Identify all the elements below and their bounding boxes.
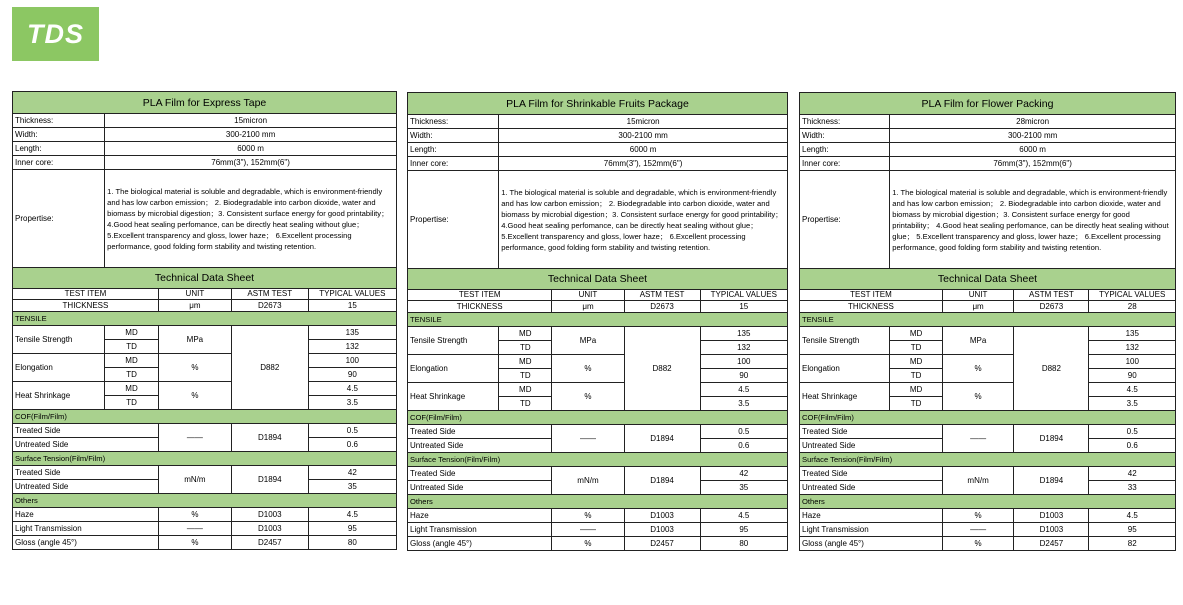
cof-unit: ——	[552, 425, 624, 453]
col-test-item: TEST ITEM	[408, 290, 552, 301]
col-typical: TYPICAL VALUES	[1089, 290, 1176, 301]
tensile-td-value: 132	[700, 341, 787, 355]
md-label: MD	[105, 382, 159, 396]
light-transmission-label: Light Transmission	[408, 523, 552, 537]
md-label: MD	[890, 327, 943, 341]
inner-core-label: Inner core:	[800, 157, 890, 171]
tensile-td-value: 132	[1089, 341, 1176, 355]
section-cof: COF(Film/Film)	[408, 411, 788, 425]
md-label: MD	[499, 327, 552, 341]
tensile-unit: MPa	[942, 327, 1013, 355]
elongation-label: Elongation	[13, 354, 105, 382]
length-value: 6000 m	[890, 143, 1176, 157]
tensile-unit: MPa	[158, 326, 231, 354]
thickness-unit: μm	[158, 300, 231, 312]
shrinkage-td-value: 3.5	[1089, 397, 1176, 411]
sheet-express-tape	[12, 91, 397, 550]
tensile-md-value: 135	[308, 326, 396, 340]
col-astm: ASTM TEST	[624, 290, 700, 301]
width-value: 300-2100 mm	[890, 129, 1176, 143]
gloss-unit: %	[552, 537, 624, 551]
thickness-astm: D2673	[1014, 301, 1089, 313]
elongation-unit: %	[552, 355, 624, 383]
td-label: TD	[499, 341, 552, 355]
elongation-td-value: 90	[308, 368, 396, 382]
st-treated-value: 42	[308, 466, 396, 480]
light-unit: ——	[158, 522, 231, 536]
spec-table	[407, 92, 788, 551]
cof-treated-label: Treated Side	[408, 425, 552, 439]
tensile-td-value: 132	[308, 340, 396, 354]
md-label: MD	[499, 383, 552, 397]
st-treated-label: Treated Side	[408, 467, 552, 481]
tensile-md-value: 135	[1089, 327, 1176, 341]
md-label: MD	[890, 355, 943, 369]
thickness-value: 15micron	[105, 114, 397, 128]
elongation-unit: %	[942, 355, 1013, 383]
haze-unit: %	[158, 508, 231, 522]
haze-label: Haze	[408, 509, 552, 523]
properties-text: 1. The biological material is soluble and degradable, which is environment-friendly and has low carbon emission； 2. Biodegradable into carbon dioxide, water and biomass by microbial digestion；3. Consistent surface energy for good printability； 4.Good heat sealing perfomance, can be directly heat sealing without glue； 5.Excellent transparency and gloss, lower haze； 6.Excellent processing performance, good folding form stability and twisting retention.	[890, 171, 1176, 269]
product-title: PLA Film for Flower Packing	[800, 93, 1176, 115]
col-unit: UNIT	[552, 290, 624, 301]
width-value: 300-2100 mm	[499, 129, 788, 143]
light-astm: D1003	[231, 522, 308, 536]
thickness-value: 15micron	[499, 115, 788, 129]
gloss-unit: %	[942, 537, 1013, 551]
cof-unit: ——	[158, 424, 231, 452]
haze-label: Haze	[13, 508, 159, 522]
elongation-label: Elongation	[800, 355, 890, 383]
gloss-label: Gloss (angle 45°)	[13, 536, 159, 550]
section-surface-tension: Surface Tension(Film/Film)	[800, 453, 1176, 467]
cof-unit: ——	[942, 425, 1013, 453]
st-untreated-label: Untreated Side	[800, 481, 943, 495]
section-surface-tension: Surface Tension(Film/Film)	[408, 453, 788, 467]
col-unit: UNIT	[158, 289, 231, 300]
length-value: 6000 m	[499, 143, 788, 157]
thickness-value: 28micron	[890, 115, 1176, 129]
section-tensile: TENSILE	[408, 313, 788, 327]
cof-untreated-label: Untreated Side	[13, 438, 159, 452]
thickness-row-label: THICKNESS	[800, 301, 943, 313]
heat-shrinkage-label: Heat Shrinkage	[800, 383, 890, 411]
inner-core-label: Inner core:	[13, 156, 105, 170]
td-label: TD	[890, 397, 943, 411]
cof-treated-value: 0.5	[1089, 425, 1176, 439]
st-untreated-value: 35	[700, 481, 787, 495]
gloss-unit: %	[158, 536, 231, 550]
cof-untreated-label: Untreated Side	[800, 439, 943, 453]
shrinkage-md-value: 4.5	[1089, 383, 1176, 397]
spec-table	[12, 91, 397, 550]
elongation-td-value: 90	[1089, 369, 1176, 383]
section-surface-tension: Surface Tension(Film/Film)	[13, 452, 397, 466]
st-unit: mN/m	[552, 467, 624, 495]
length-value: 6000 m	[105, 142, 397, 156]
cof-astm: D1894	[624, 425, 700, 453]
cof-untreated-value: 0.6	[700, 439, 787, 453]
tds-title: Technical Data Sheet	[800, 269, 1176, 290]
shrinkage-md-value: 4.5	[700, 383, 787, 397]
cof-astm: D1894	[231, 424, 308, 452]
elongation-unit: %	[158, 354, 231, 382]
inner-core-value: 76mm(3"), 152mm(6")	[890, 157, 1176, 171]
col-test-item: TEST ITEM	[13, 289, 159, 300]
heat-shrinkage-label: Heat Shrinkage	[13, 382, 105, 410]
thickness-typical: 15	[700, 301, 787, 313]
col-typical: TYPICAL VALUES	[700, 290, 787, 301]
shrinkage-td-value: 3.5	[700, 397, 787, 411]
haze-astm: D1003	[624, 509, 700, 523]
gloss-value: 80	[308, 536, 396, 550]
thickness-label: Thickness:	[13, 114, 105, 128]
md-label: MD	[105, 326, 159, 340]
thickness-unit: μm	[942, 301, 1013, 313]
col-astm: ASTM TEST	[1014, 290, 1089, 301]
st-treated-value: 42	[1089, 467, 1176, 481]
tensile-unit: MPa	[552, 327, 624, 355]
st-untreated-value: 35	[308, 480, 396, 494]
tds-logo: TDS	[12, 7, 99, 61]
light-transmission-label: Light Transmission	[13, 522, 159, 536]
shrinkage-unit: %	[552, 383, 624, 411]
section-cof: COF(Film/Film)	[13, 410, 397, 424]
cof-untreated-value: 0.6	[1089, 439, 1176, 453]
col-typical: TYPICAL VALUES	[308, 289, 396, 300]
section-others: Others	[408, 495, 788, 509]
cof-treated-label: Treated Side	[13, 424, 159, 438]
td-label: TD	[105, 340, 159, 354]
shrinkage-md-value: 4.5	[308, 382, 396, 396]
tensile-strength-label: Tensile Strength	[800, 327, 890, 355]
cof-treated-value: 0.5	[308, 424, 396, 438]
tensile-strength-label: Tensile Strength	[13, 326, 105, 354]
tensile-md-value: 135	[700, 327, 787, 341]
heat-shrinkage-label: Heat Shrinkage	[408, 383, 499, 411]
gloss-astm: D2457	[1014, 537, 1089, 551]
haze-unit: %	[942, 509, 1013, 523]
td-label: TD	[105, 368, 159, 382]
thickness-typical: 28	[1089, 301, 1176, 313]
tensile-astm: D882	[624, 327, 700, 411]
tensile-astm: D882	[231, 326, 308, 410]
inner-core-label: Inner core:	[408, 157, 499, 171]
elongation-td-value: 90	[700, 369, 787, 383]
width-label: Width:	[13, 128, 105, 142]
light-value: 95	[1089, 523, 1176, 537]
elongation-md-value: 100	[1089, 355, 1176, 369]
properties-text: 1. The biological material is soluble and degradable, which is environment-friendly and has low carbon emission； 2. Biodegradable into carbon dioxide, water and biomass by microbial digestion；3. Consistent surface energy for good printability； 4.Good heat sealing perfomance, can be directly heat sealing without glue； 5.Excellent transparency and gloss, lower haze； 6.Excellent processing performance, good folding form stability and twisting retention.	[105, 170, 397, 268]
td-label: TD	[499, 397, 552, 411]
section-others: Others	[800, 495, 1176, 509]
thickness-astm: D2673	[624, 301, 700, 313]
td-label: TD	[499, 369, 552, 383]
shrinkage-unit: %	[158, 382, 231, 410]
thickness-label: Thickness:	[408, 115, 499, 129]
properties-label: Propertise:	[800, 171, 890, 269]
st-astm: D1894	[624, 467, 700, 495]
inner-core-value: 76mm(3"), 152mm(6")	[499, 157, 788, 171]
section-others: Others	[13, 494, 397, 508]
md-label: MD	[105, 354, 159, 368]
cof-treated-label: Treated Side	[800, 425, 943, 439]
haze-astm: D1003	[231, 508, 308, 522]
st-unit: mN/m	[942, 467, 1013, 495]
st-untreated-label: Untreated Side	[13, 480, 159, 494]
gloss-label: Gloss (angle 45°)	[800, 537, 943, 551]
st-untreated-label: Untreated Side	[408, 481, 552, 495]
light-astm: D1003	[624, 523, 700, 537]
section-tensile: TENSILE	[800, 313, 1176, 327]
length-label: Length:	[800, 143, 890, 157]
width-label: Width:	[408, 129, 499, 143]
haze-astm: D1003	[1014, 509, 1089, 523]
td-label: TD	[890, 369, 943, 383]
thickness-unit: μm	[552, 301, 624, 313]
elongation-md-value: 100	[308, 354, 396, 368]
product-title: PLA Film for Shrinkable Fruits Package	[408, 93, 788, 115]
cof-untreated-value: 0.6	[308, 438, 396, 452]
td-label: TD	[105, 396, 159, 410]
col-unit: UNIT	[942, 290, 1013, 301]
inner-core-value: 76mm(3"), 152mm(6")	[105, 156, 397, 170]
thickness-typical: 15	[308, 300, 396, 312]
section-cof: COF(Film/Film)	[800, 411, 1176, 425]
elongation-label: Elongation	[408, 355, 499, 383]
col-astm: ASTM TEST	[231, 289, 308, 300]
light-value: 95	[700, 523, 787, 537]
st-treated-label: Treated Side	[13, 466, 159, 480]
thickness-astm: D2673	[231, 300, 308, 312]
tds-title: Technical Data Sheet	[408, 269, 788, 290]
sheet-fruits-package	[407, 92, 788, 551]
product-title: PLA Film for Express Tape	[13, 92, 397, 114]
st-astm: D1894	[231, 466, 308, 494]
md-label: MD	[890, 383, 943, 397]
haze-value: 4.5	[700, 509, 787, 523]
cof-astm: D1894	[1014, 425, 1089, 453]
st-astm: D1894	[1014, 467, 1089, 495]
shrinkage-unit: %	[942, 383, 1013, 411]
width-label: Width:	[800, 129, 890, 143]
haze-label: Haze	[800, 509, 943, 523]
light-value: 95	[308, 522, 396, 536]
tensile-astm: D882	[1014, 327, 1089, 411]
md-label: MD	[499, 355, 552, 369]
st-treated-label: Treated Side	[800, 467, 943, 481]
shrinkage-td-value: 3.5	[308, 396, 396, 410]
cof-untreated-label: Untreated Side	[408, 439, 552, 453]
width-value: 300-2100 mm	[105, 128, 397, 142]
section-tensile: TENSILE	[13, 312, 397, 326]
td-label: TD	[890, 341, 943, 355]
thickness-label: Thickness:	[800, 115, 890, 129]
st-treated-value: 42	[700, 467, 787, 481]
haze-unit: %	[552, 509, 624, 523]
gloss-astm: D2457	[231, 536, 308, 550]
length-label: Length:	[13, 142, 105, 156]
st-unit: mN/m	[158, 466, 231, 494]
elongation-md-value: 100	[700, 355, 787, 369]
tensile-strength-label: Tensile Strength	[408, 327, 499, 355]
length-label: Length:	[408, 143, 499, 157]
properties-text: 1. The biological material is soluble and degradable, which is environment-friendly and has low carbon emission； 2. Biodegradable into carbon dioxide, water and biomass by microbial digestion；3. Consistent surface energy for good printability； 4.Good heat sealing perfomance, can be directly heat sealing without glue； 5.Excellent transparency and gloss, lower haze； 6.Excellent processing performance, good folding form stability and twisting retention.	[499, 171, 788, 269]
light-unit: ——	[942, 523, 1013, 537]
thickness-row-label: THICKNESS	[13, 300, 159, 312]
cof-treated-value: 0.5	[700, 425, 787, 439]
sheet-flower-packing	[799, 92, 1176, 551]
light-unit: ——	[552, 523, 624, 537]
gloss-value: 80	[700, 537, 787, 551]
thickness-row-label: THICKNESS	[408, 301, 552, 313]
gloss-label: Gloss (angle 45°)	[408, 537, 552, 551]
properties-label: Propertise:	[408, 171, 499, 269]
spec-table	[799, 92, 1176, 551]
haze-value: 4.5	[308, 508, 396, 522]
properties-label: Propertise:	[13, 170, 105, 268]
gloss-astm: D2457	[624, 537, 700, 551]
light-astm: D1003	[1014, 523, 1089, 537]
tds-title: Technical Data Sheet	[13, 268, 397, 289]
col-test-item: TEST ITEM	[800, 290, 943, 301]
gloss-value: 82	[1089, 537, 1176, 551]
st-untreated-value: 33	[1089, 481, 1176, 495]
haze-value: 4.5	[1089, 509, 1176, 523]
light-transmission-label: Light Transmission	[800, 523, 943, 537]
